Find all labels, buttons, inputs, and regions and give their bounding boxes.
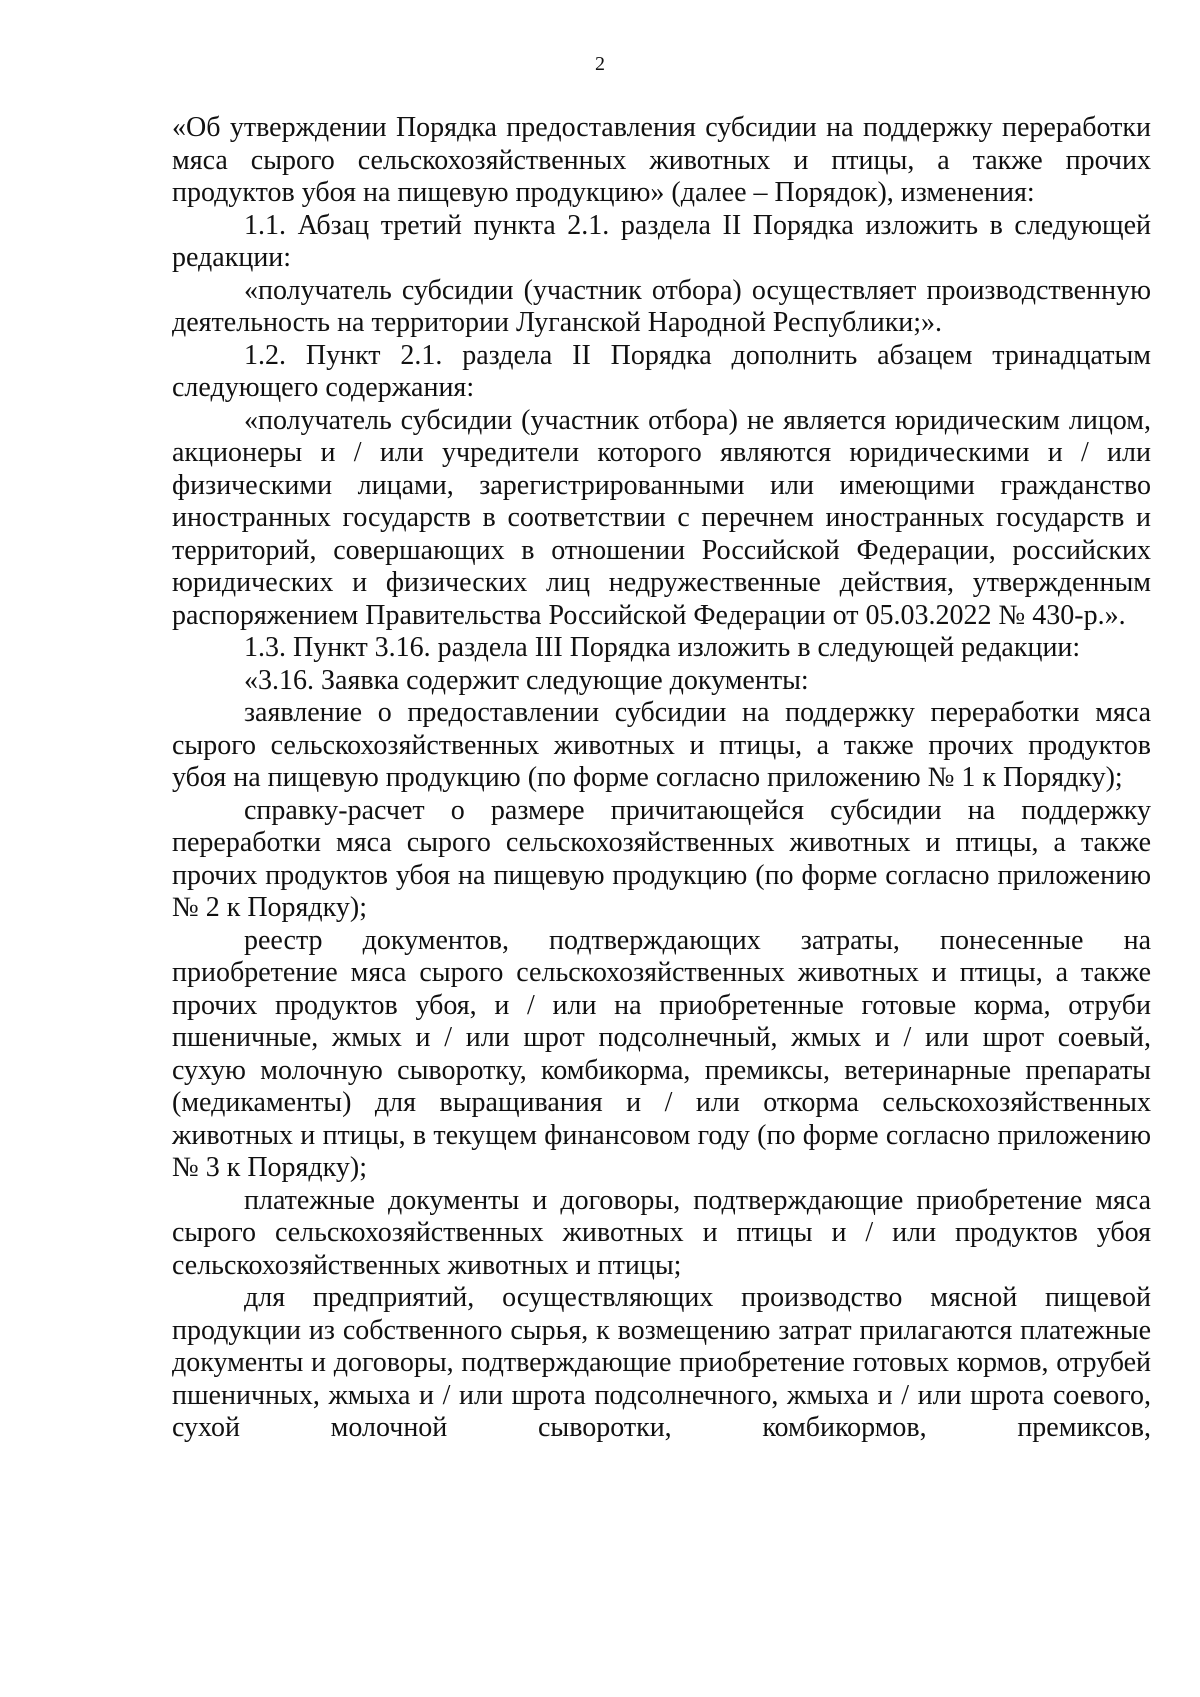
paragraph-quote-not-foreign: «получатель субсидии (участник отбора) не является юридическим лицом, акционеры и / или учредители которого являются юридическими и / или физическими лицами, зарегистрированными или имеющими гражданство иностранных государств в соответствии с перечнем иностранных государств и территорий, совершающих в отношении Российской Федерации, российских юридических и физических лиц недружественные действия, утвержденным распоряжением Правительства Российской Федерации от 05.03.2022 № 430-р.». <box>172 404 1151 631</box>
paragraph-item-3-16: «3.16. Заявка содержит следующие документы: <box>244 664 809 696</box>
paragraph-item-1-2: 1.2. Пункт 2.1. раздела II Порядка дополнить абзацем тринадцатым следующего содержания: <box>172 339 1151 403</box>
paragraph-payment-docs: платежные документы и договоры, подтверждающие приобретение мяса сырого сельскохозяйственных животных и птицы и / или продуктов убоя сельскохозяйственных животных и птицы; <box>172 1184 1151 1281</box>
document-body <box>172 112 1151 1445</box>
paragraph-item-1-3: 1.3. Пункт 3.16. раздела III Порядка изложить в следующей редакции: <box>244 632 1081 663</box>
paragraph-intro: «Об утверждении Порядка предоставления субсидии на поддержку переработки мяса сырого сельскохозяйственных животных и птицы, а также прочих продуктов убоя на пищевую продукцию» (далее – Порядок), изменения: <box>172 112 1151 208</box>
page-number: 2 <box>595 53 605 75</box>
paragraph-own-production: для предприятий, осуществляющих производство мясной пищевой продукции из собственного сырья, к возмещению затрат прилагаются платежные документы и договоры, подтверждающие приобретение готовых кормов, отрубей пшеничных, жмыха и / или шрота подсолнечного, жмыха и / или шрота соевого, сухой молочной сыворотки, комбикормов, премиксов, <box>172 1282 1151 1443</box>
paragraph-calculation: справку-расчет о размере причитающейся субсидии на поддержку переработки мяса сырого сельскохозяйственных животных и птицы, а также прочих продуктов убоя на пищевую продукцию (по форме согласно приложению № 2 к Порядку); <box>172 794 1151 923</box>
paragraph-registry: реестр документов, подтверждающих затраты, понесенные на приобретение мяса сырого сельскохозяйственных животных и птицы, а также прочих продуктов убоя, и / или на приобретенные готовые корма, отруби пшеничные, жмых и / или шрот подсолнечный, жмых и / или шрот соевый, сухую молочную сыворотку, комбикорма, премиксы, ветеринарные препараты (медикаменты) для выращивания и / или откорма сельскохозяйственных животных и птицы, в текущем финансовом году (по форме согласно приложению № 3 к Порядку); <box>172 924 1151 1183</box>
paragraph-quote-recipient: «получатель субсидии (участник отбора) осуществляет производственную деятельность на территории Луганской Народной Республики;». <box>172 274 1151 338</box>
paragraph-application: заявление о предоставлении субсидии на поддержку переработки мяса сырого сельскохозяйственных животных и птицы, а также прочих продуктов убоя на пищевую продукцию (по форме согласно приложению № 1 к Порядку); <box>172 697 1151 793</box>
paragraph-item-1-1: 1.1. Абзац третий пункта 2.1. раздела II Порядка изложить в следующей редакции: <box>172 209 1151 273</box>
